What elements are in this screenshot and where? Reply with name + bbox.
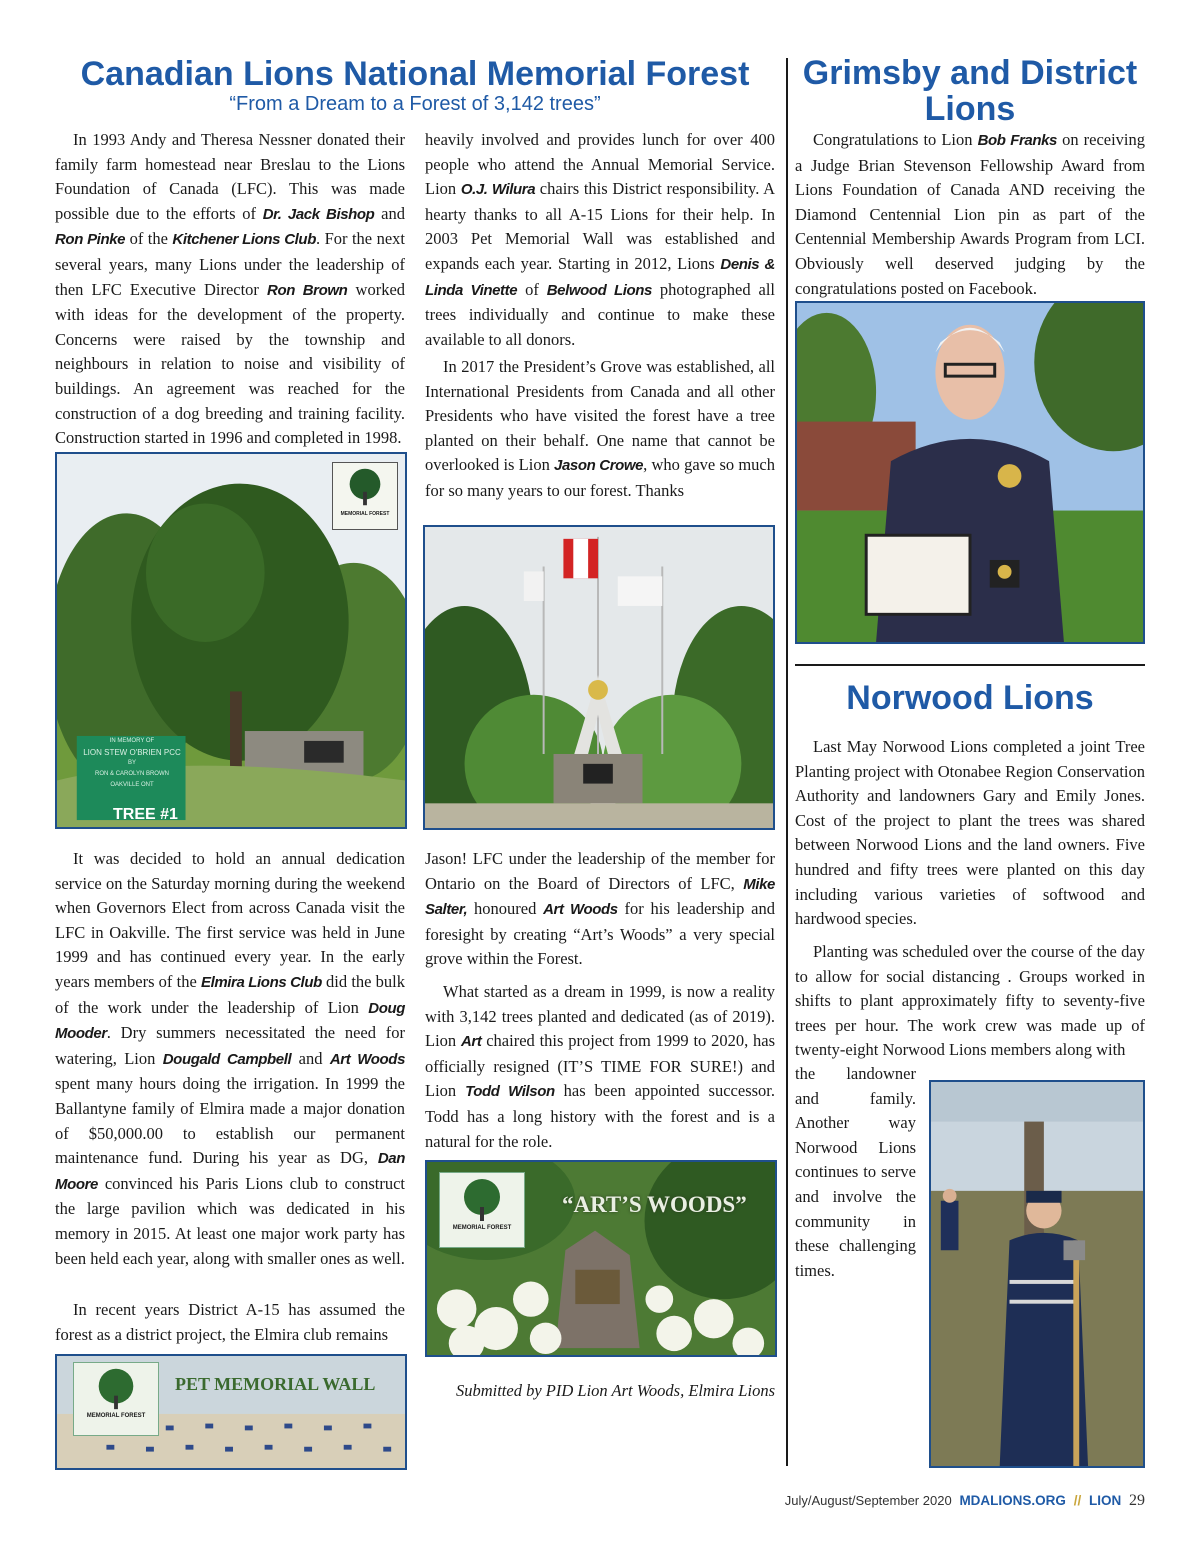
norwood-paragraph: Planting was scheduled over the course of the day to allow for social distancing . Groups worked in shifts to plant approximately fifty to seventy-five trees per hour. The work crew was made up of twenty-eight Norwood Lions members along with: [795, 942, 1145, 1060]
forest-logo: MEMORIAL FOREST: [332, 462, 398, 530]
norwood-paragraph: the landowner and family. Another way Norwood Lions continues to serve and involve the community in these challenging times.: [795, 1064, 916, 1280]
article-paragraph: What started as a dream in 1999, is now a reality with 3,142 trees planted and dedicated (as of 2019). Lion Art chaired this project from 1999 to 2020, has officially resigned (IT’S TIME FOR SURE!) and Lion Todd Wilson has been appointed successor. Todd has a long history with the forest and is a natural for the role.: [425, 982, 776, 1151]
norwood-title: Norwood Lions: [846, 679, 1094, 717]
page-footer: [785, 1492, 1145, 1510]
article-subtitle: “From a Dream to a Forest of 3,142 trees”: [229, 93, 601, 115]
article-title: Canadian Lions National Memorial Forest: [80, 55, 750, 93]
magazine-name: LION: [1088, 1493, 1122, 1508]
tree-one-photo: [55, 452, 407, 829]
grimsby-paragraph: Congratulations to Lion Bob Franks on receiving a Judge Brian Stevenson Fellowship Award from Lions Foundation of Canada AND receiving the Diamond Centennial Lion pin as part of the Centennial Membership Awards Program from LCI. Obviously well deserved judging by the congratulations posted on Facebook.: [795, 130, 1146, 298]
article-paragraph: In recent years District A-15 has assumed the forest as a district project, the Elmira club remains: [55, 1300, 405, 1344]
norwood-paragraph: Last May Norwood Lions completed a joint Tree Planting project with Otonabee Region Conservation Authority and landowners Gary and Emily Jones. Cost of the project to plant the trees was shared between Norwood Lions and the land owners. Five hundred and fifty trees were planted on this day including various varieties of softwood and hardwood species.: [795, 737, 1145, 929]
forest-logo: MEMORIAL FOREST: [73, 1362, 159, 1436]
article-paragraph: In 2017 the President’s Grove was established, all International Presidents from Canada and all other Presidents who have visited the forest have a tree planted on their behalf. One name that cannot be overlooked is Lion Jason Crowe, who gave so much for so many years to our forest. Thanks: [425, 357, 775, 500]
memorial-sign-text: IN MEMORY OF LION STEW O'BRIEN PCC BY RON & CAROLYN BROWN OAKVILLE ONT: [83, 738, 181, 788]
website-link[interactable]: MDALIONS.ORG: [959, 1493, 1066, 1508]
article-paragraph: In 1993 Andy and Theresa Nessner donated their family farm homestead near Breslau to the Lions Foundation of Canada (LFC). This was made possible due to the efforts of Dr. Jack Bishop and Ron Pinke of the Kitchener Lions Club. For the next several years, many Lions under the leadership of then LFC Executive Director Ron Brown worked with ideas for the development of the property. Concerns were raised by the township and neighbours in relation to noise and visibility of buildings. An agreement was reached for the construction of a dog breeding and training facility. Construction started in 1996 and completed in 1998.: [55, 130, 406, 448]
article-paragraph: heavily involved and provides lunch for over 400 people who attend the Annual Memorial Service. Lion O.J. Wilura chairs this District responsibility. A hearty thanks to all A-15 Lions for their help. In 2003 Pet Memorial Wall was established and expands each year. Starting in 2012, Lions Denis & Linda Vinette of Belwood Lions photographed all trees individually and continue to make these available to all donors.: [425, 130, 776, 349]
grimsby-title: Grimsby and District Lions: [802, 54, 1138, 128]
article-paragraph: Jason! LFC under the leadership of the member for Ontario on the Board of Directors of LFC, Mike Salter, honoured Art Woods for his leadership and foresight by creating “Art’s Woods” a very special grove within the Forest.: [425, 849, 775, 969]
pet-memorial-wall-photo: [55, 1354, 407, 1470]
photo-caption: TREE #1: [113, 806, 178, 823]
submitted-by: Submitted by PID Lion Art Woods, Elmira Lions: [455, 1381, 775, 1400]
pet-wall-banner: PET MEMORIAL WALL: [175, 1374, 376, 1394]
bob-franks-photo: [795, 301, 1145, 644]
memorial-arch-photo: [423, 525, 775, 830]
article-paragraph: It was decided to hold an annual dedication service on the Saturday morning during the weekend when Governors Elect from across Canada visit the LFC in Oakville. The first service was held in June 1999 and has continued every year. In the early years members of the Elmira Lions Club did the bulk of the work under the leadership of Lion Doug Mooder. Dry summers necessitated the need for watering, Lion Dougald Campbell and Art Woods spent many hours doing the irrigation. In 1999 the Ballantyne family of Elmira made a major donation of $50,000.00 to establish our permanent maintenance fund. During his year as DG, Dan Moore convinced his Paris Lions club to construct the large pavilion which was dedicated in his memory in 2015. At least one major work party has been held each year, along with smaller ones as well.: [55, 849, 406, 1268]
footer-separator: //: [1073, 1493, 1082, 1508]
column-divider: [786, 58, 788, 1466]
norwood-planting-photo: [929, 1080, 1145, 1468]
issue-date: July/August/September 2020: [784, 1493, 952, 1508]
forest-logo: MEMORIAL FOREST: [439, 1172, 525, 1248]
section-divider: [795, 664, 1145, 666]
arts-woods-photo: [425, 1160, 777, 1357]
page-number: 29: [1129, 1492, 1145, 1509]
arts-woods-banner: “ART’S WOODS”: [562, 1192, 747, 1217]
